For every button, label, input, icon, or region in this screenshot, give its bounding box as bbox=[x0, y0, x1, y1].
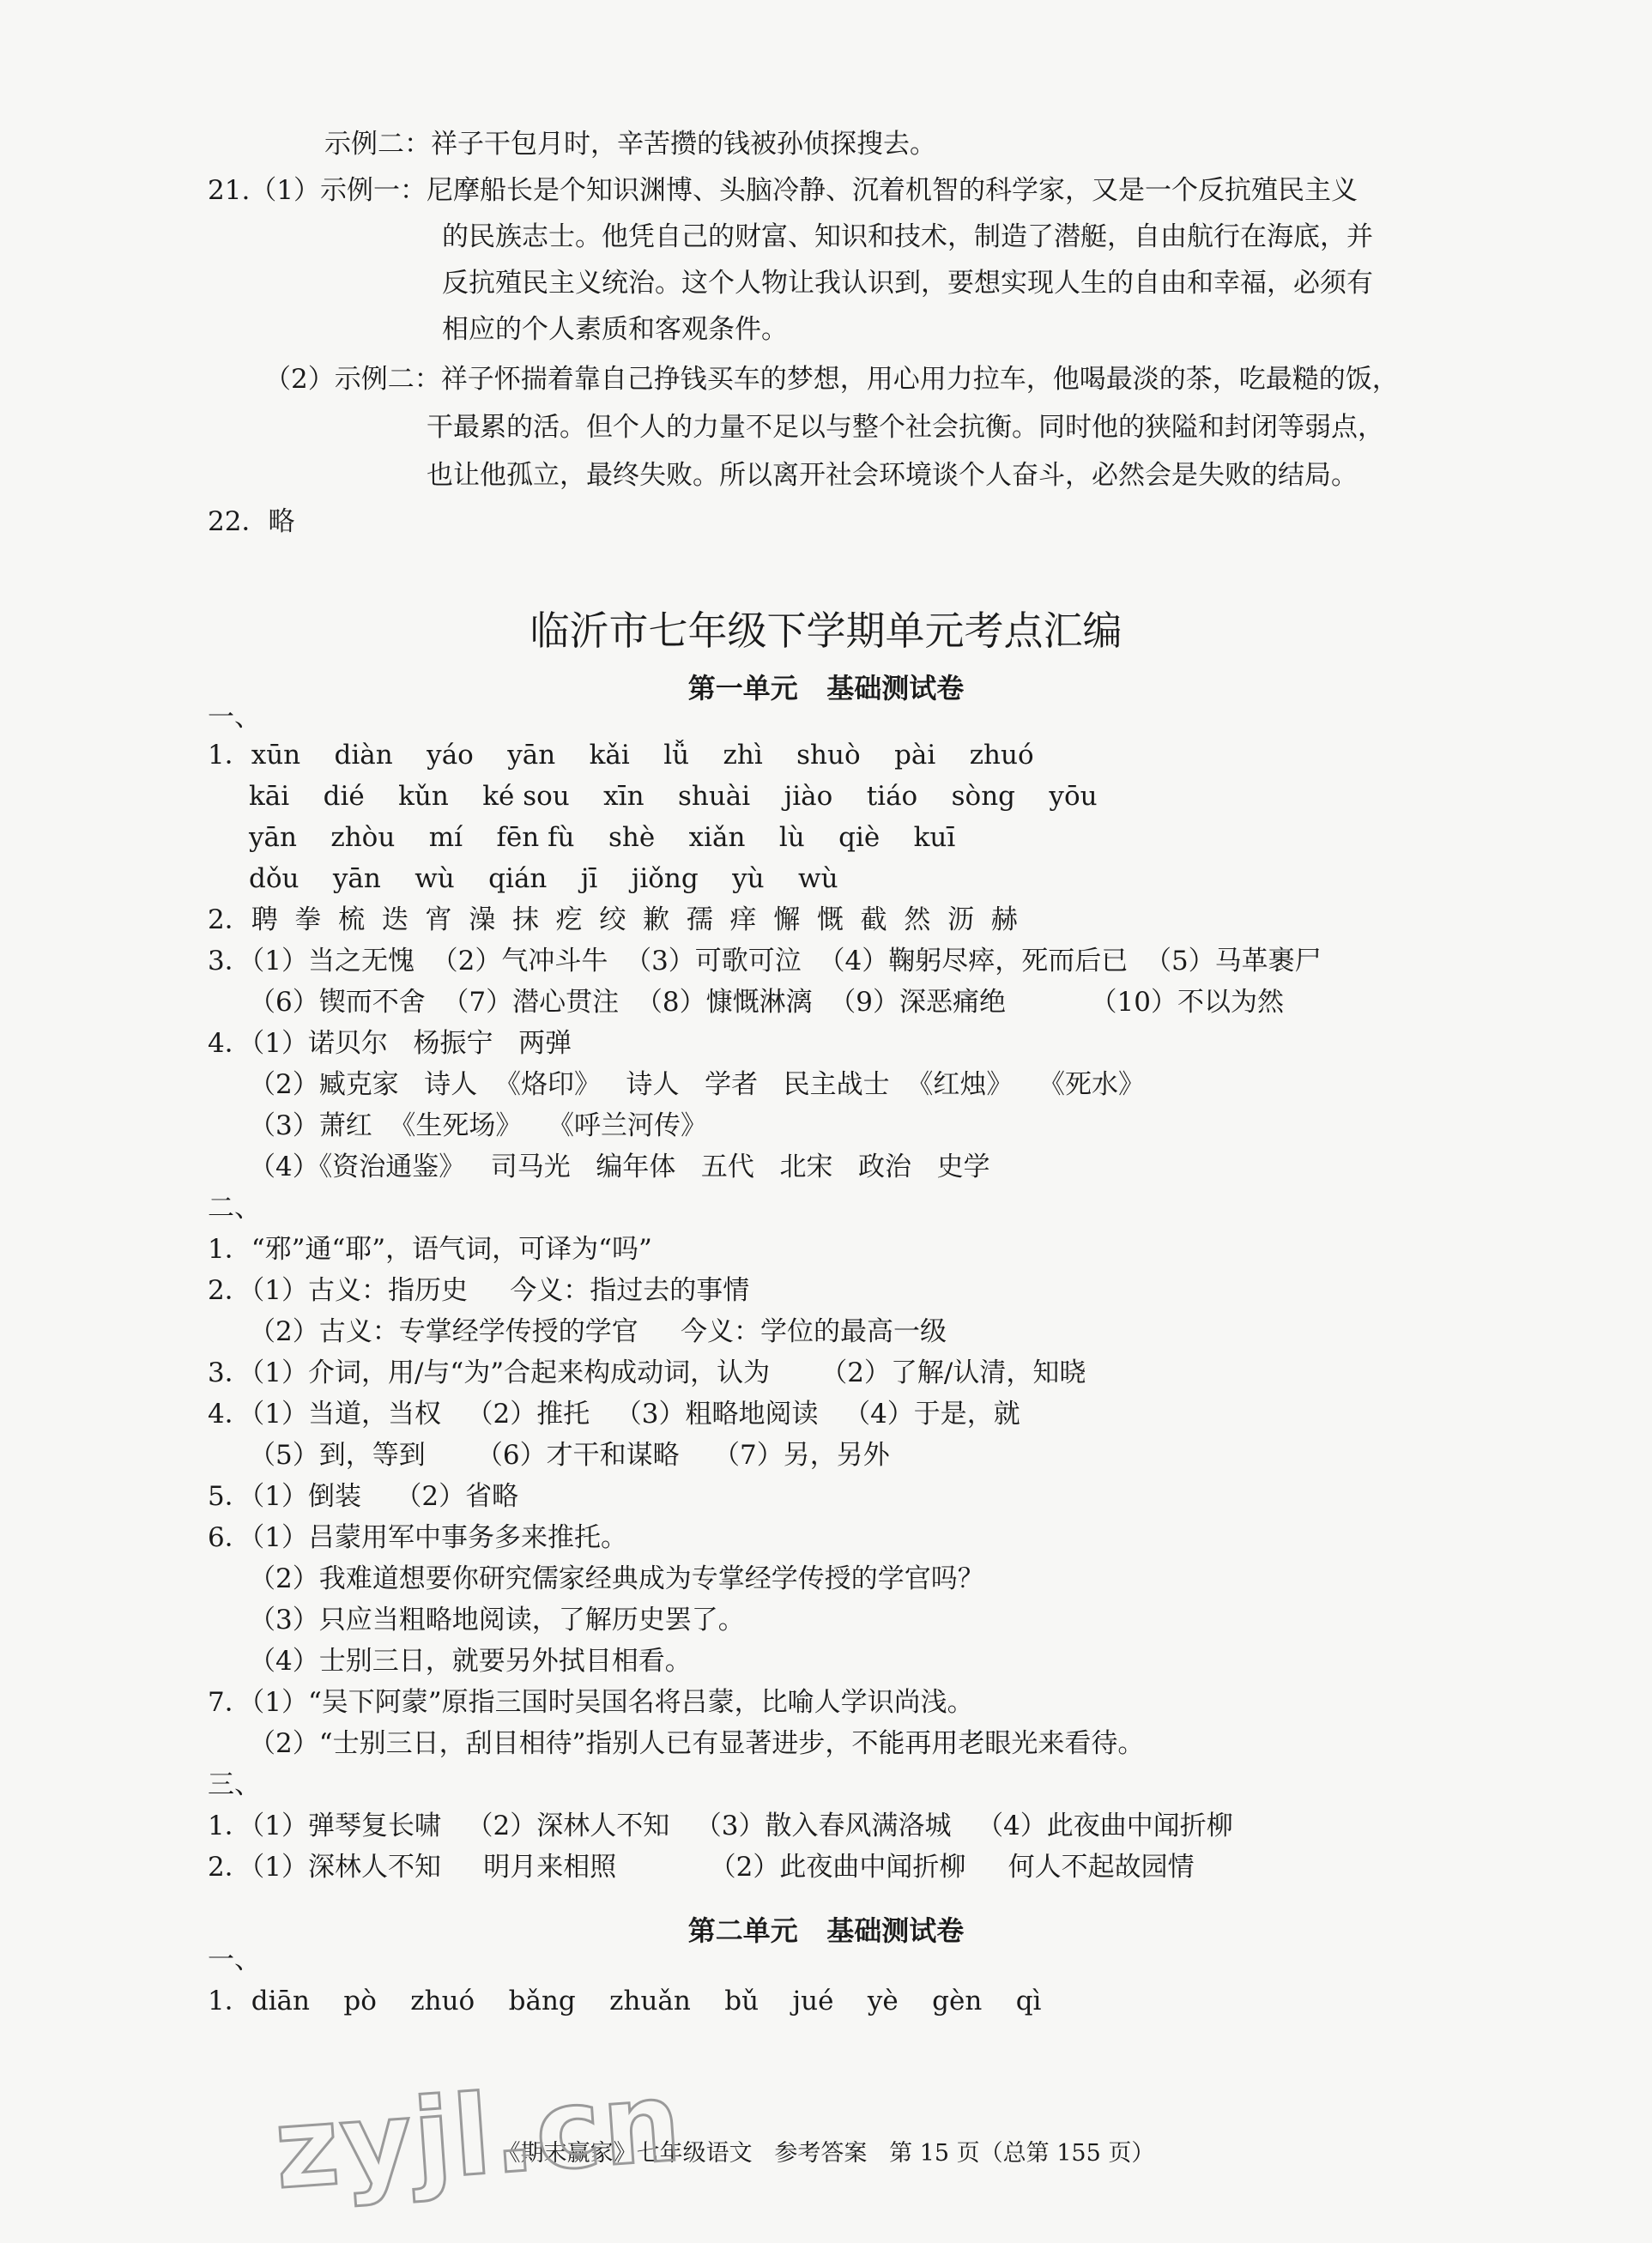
text-line: 22．略 bbox=[208, 506, 295, 537]
text-line: 反抗殖民主义统治。这个人物让我认识到，要想实现人生的自由和幸福，必须有 bbox=[442, 268, 1373, 299]
text-line: 3．（1）当之无愧 （2）气冲斗牛 （3）可歌可泣 （4）鞠躬尽瘁，死而后已 （5）马革裹尸 bbox=[208, 946, 1322, 976]
text-line: 一、 bbox=[208, 1944, 261, 1975]
text-line: （4）《资治通鉴》 司马光 编年体 五代 北宋 政治 史学 bbox=[249, 1152, 990, 1182]
text-line: （5）到，等到 （6）才干和谋略 （7）另，另外 bbox=[249, 1440, 890, 1471]
text-line: 1．diān pò zhuó bǎng zhuǎn bǔ jué yè gèn qì bbox=[208, 1986, 1042, 2016]
watermark: zyjl.cn bbox=[270, 2058, 687, 2215]
text-line: 一、 bbox=[208, 702, 261, 733]
text-line: dǒu yān wù qián jī jiǒng yù wù bbox=[249, 863, 838, 894]
text-line: 的民族志士。他凭自己的财富、知识和技术，制造了潜艇，自由航行在海底，并 bbox=[442, 221, 1373, 252]
text-line: （6）锲而不舍 （7）潜心贯注 （8）慷慨淋漓 （9）深恶痛绝 （10）不以为然 bbox=[249, 987, 1284, 1018]
text-line: 三、 bbox=[208, 1769, 261, 1800]
text-line: 干最累的活。但个人的力量不足以与整个社会抗衡。同时他的狭隘和封闭等弱点， bbox=[427, 412, 1384, 443]
text-line: 21.（1）示例一：尼摩船长是个知识渊博、头脑冷静、沉着机智的科学家，又是一个反抗殖民主义 bbox=[208, 175, 1359, 206]
text-line: 6．（1）吕蒙用军中事务多来推托。 bbox=[208, 1522, 627, 1553]
text-line: （2）“士别三日，刮目相待”指别人已有显著进步，不能再用老眼光来看待。 bbox=[249, 1728, 1145, 1759]
page-title: 临沂市七年级下学期单元考点汇编 bbox=[529, 608, 1123, 654]
text-line: 7．（1）“吴下阿蒙”原指三国时吴国名将吕蒙，比喻人学识尚浅。 bbox=[208, 1687, 974, 1718]
text-line: 相应的个人素质和客观条件。 bbox=[442, 314, 788, 345]
text-line: 示例二：祥子干包月时，辛苦攒的钱被孙侦探搜去。 bbox=[324, 129, 936, 160]
page-footer: 《期末赢家》七年级语文 参考答案 第 15 页（总第 155 页） bbox=[497, 2140, 1155, 2167]
text-line: 2．（1）深林人不知 明月来相照 （2）此夜曲中闻折柳 何人不起故园情 bbox=[208, 1852, 1195, 1883]
text-line: 5．（1）倒装 （2）省略 bbox=[208, 1481, 519, 1512]
text-line: （4）士别三日，就要另外拭目相看。 bbox=[249, 1646, 692, 1677]
text-line: （3）只应当粗略地阅读，了解历史罢了。 bbox=[249, 1605, 745, 1635]
unit-one-heading: 第一单元 基础测试卷 bbox=[687, 672, 965, 704]
text-line: 2．聘 拳 梳 迭 宵 澡 抹 疙 绞 歉 孺 痒 懈 慨 截 然 沥 赫 bbox=[208, 904, 1018, 935]
text-line: （2）臧克家 诗人 《烙印》 诗人 学者 民主战士 《红烛》 《死水》 bbox=[249, 1069, 1145, 1100]
text-line: 1．xūn diàn yáo yān kǎi lǚ zhì shuò pài zhuó bbox=[208, 740, 1034, 771]
text-line: 也让他孤立，最终失败。所以离开社会环境谈个人奋斗，必然会是失败的结局。 bbox=[427, 460, 1358, 491]
text-line: 1．（1）弹琴复长啸 （2）深林人不知 （3）散入春风满洛城 （4）此夜曲中闻折柳 bbox=[208, 1811, 1233, 1841]
text-line: 1．“邪”通“耶”，语气词，可译为“吗” bbox=[208, 1234, 652, 1265]
text-line: 4．（1）诺贝尔 杨振宁 两弹 bbox=[208, 1028, 572, 1059]
text-line: 3．（1）介词，用/与“为”合起来构成动词，认为 （2）了解/认清，知晓 bbox=[208, 1357, 1086, 1388]
text-line: （2）古义：专掌经学传授的学官 今义：学位的最高一级 bbox=[249, 1316, 947, 1347]
text-line: kāi dié kǔn ké sou xīn shuài jiào tiáo sòng yōu bbox=[249, 781, 1098, 812]
text-line: （2）示例二：祥子怀揣着靠自己挣钱买车的梦想，用心用力拉车，他喝最淡的茶，吃最糙的饭， bbox=[264, 364, 1399, 395]
unit-two-heading: 第二单元 基础测试卷 bbox=[687, 1914, 965, 1947]
text-line: 4．（1）当道，当权 （2）推托 （3）粗略地阅读 （4）于是，就 bbox=[208, 1399, 1020, 1430]
text-line: 二、 bbox=[208, 1193, 261, 1224]
text-line: （3）萧红 《生死场》 《呼兰河传》 bbox=[249, 1110, 707, 1141]
text-line: 2．（1）古义：指历史 今义：指过去的事情 bbox=[208, 1275, 750, 1306]
text-line: yān zhòu mí fēn fù shè xiǎn lù qiè kuī bbox=[249, 822, 956, 853]
text-line: （2）我难道想要你研究儒家经典成为专掌经学传授的学官吗？ bbox=[249, 1563, 984, 1594]
